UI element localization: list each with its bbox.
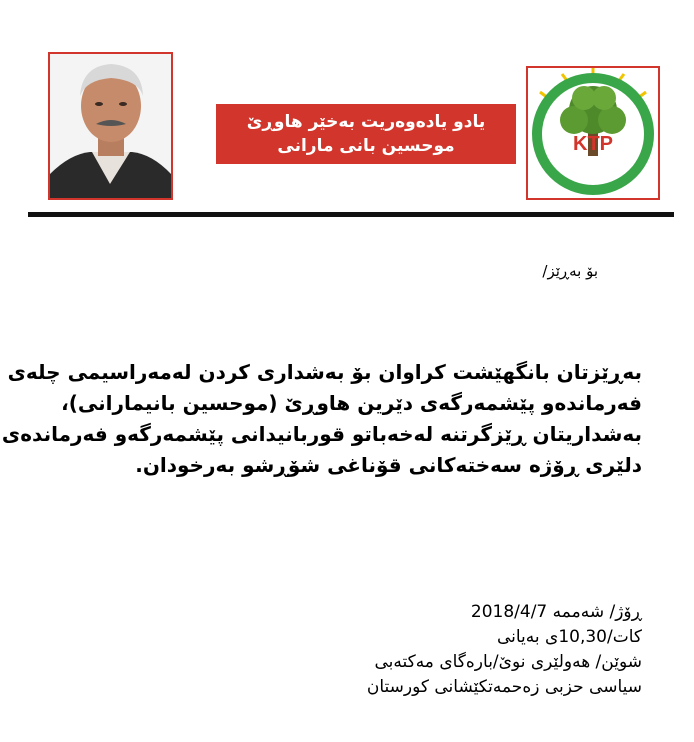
banner-name-line: موحسین بانی مارانی: [277, 136, 455, 156]
event-date-value: 2018/4/7: [470, 602, 548, 622]
event-time-value: 10,30: [558, 627, 607, 647]
party-logo: [526, 66, 660, 200]
body-line: فەرماندەو پێشمەرگەی دێرین هاوڕێ (موحسین بانیمارانی)،: [61, 391, 642, 415]
event-details: [367, 600, 642, 700]
header-divider: [28, 212, 674, 217]
banner-title-line: یادو یادەوەریت بەخێر هاوڕێ: [246, 112, 486, 132]
memorial-title-banner: [216, 104, 516, 164]
salutation: بۆ بەڕێز/: [542, 262, 598, 280]
portrait-photo: [48, 52, 173, 200]
party-emblem-icon: [528, 68, 658, 198]
portrait-illustration: [50, 54, 171, 198]
event-date: [367, 600, 642, 625]
invitation-body: [1, 357, 642, 481]
logo-caption: حزبی زەحمەتکێشانی کوردستان: [548, 148, 638, 181]
event-time-label: کات/: [606, 627, 642, 647]
event-time: [367, 625, 642, 650]
body-line: بەشداریتان ڕێزگرتنە لەخەباتو قوربانیدانی پێشمەرگەو فەرماندەی: [1, 422, 642, 446]
event-time-suffix: ی بەیانی: [496, 627, 559, 647]
logo-letters: KTP: [573, 133, 613, 155]
event-place: شوێن/ هەولێری نوێ/بارەگای مەکتەبی: [374, 652, 642, 672]
event-date-label: ڕۆژ/ شەممە: [552, 602, 642, 622]
body-line: دلێری ڕۆژە سەختەکانی قۆناغی شۆڕشو بەرخودان.: [135, 453, 642, 477]
event-place-continued: سیاسی حزبی زەحمەتکێشانی کورستان: [366, 677, 642, 697]
body-line: بەڕێزتان بانگهێشت کراوان بۆ بەشداری کردن لەمەراسیمی چلەی: [7, 360, 642, 384]
